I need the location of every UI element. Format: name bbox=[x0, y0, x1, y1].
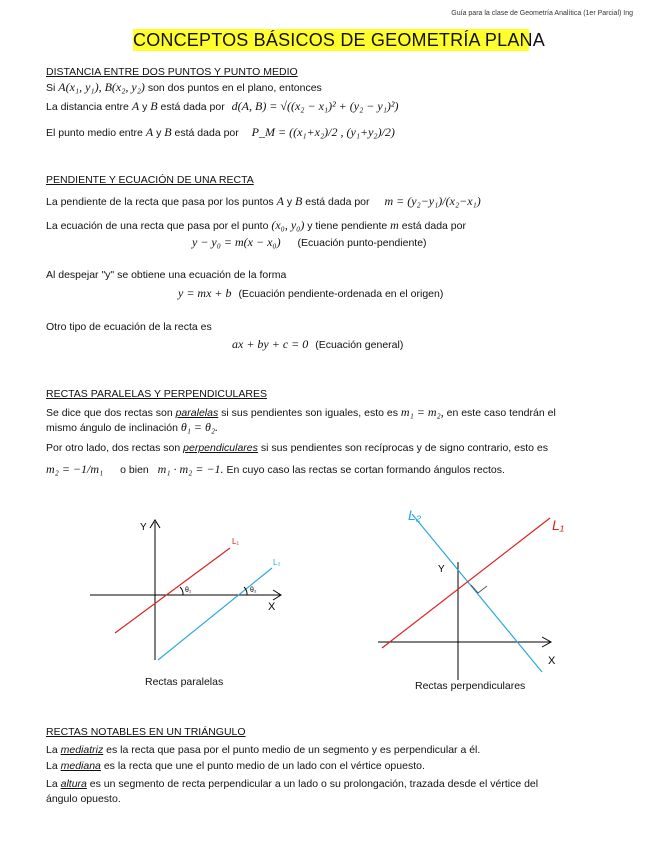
s2-line4: Otro tipo de ecuación de la recta es bbox=[46, 321, 212, 333]
s1-line2: La distancia entre A y B está dada por d(A, B) = √((x₂ − x₁)² + (y₂ − y₁)²) bbox=[46, 99, 399, 113]
section-parallel-heading: RECTAS PARALELAS Y PERPENDICULARES bbox=[46, 388, 267, 400]
x-axis-label: X bbox=[268, 601, 276, 613]
line-l1-label: L₁ bbox=[552, 517, 565, 533]
section-distance-heading: DISTANCIA ENTRE DOS PUNTOS Y PUNTO MEDIO bbox=[46, 66, 298, 78]
point-slope-equation: y − y₀ = m(x − x₀) (Ecuación punto-pendiente) bbox=[192, 235, 427, 249]
slope-intercept-equation: y = mx + b (Ecuación pendiente-ordenada en el origen) bbox=[178, 286, 444, 300]
s4-mediatriz: La mediatriz es la recta que pasa por el punto medio de un segmento y es perpendicular a él. bbox=[46, 744, 481, 756]
s3-line3: Por otro lado, dos rectas son perpendiculares si sus pendientes son recíprocas y de signo contrario, esto es bbox=[46, 442, 548, 454]
s2-line1: La pendiente de la recta que pasa por los puntos A y B está dada por m = (y₂−y₁)/(x₂−x₁) bbox=[46, 194, 481, 208]
s3-line4: m₂ = −1/m₁ o bien m₁ · m₂ = −1. En cuyo caso las rectas se cortan formando ángulos rectos. bbox=[46, 462, 505, 476]
theta1-arc bbox=[180, 587, 183, 595]
line-l2 bbox=[158, 568, 272, 660]
s4-altura: La altura es un segmento de recta perpendicular a un lado o su prolongación, trazada desde el vértice del bbox=[46, 778, 539, 790]
theta1-label: θ₁ bbox=[185, 587, 192, 594]
line-l2 bbox=[412, 514, 542, 672]
distance-formula: d(A, B) = √((x₂ − x₁)² + (y₂ − y₁)²) bbox=[231, 99, 399, 113]
parallel-lines-figure bbox=[80, 510, 310, 700]
section-triangle-heading: RECTAS NOTABLES EN UN TRIÁNGULO bbox=[46, 726, 246, 738]
parallel-caption: Rectas paralelas bbox=[145, 676, 224, 688]
s2-line3: Al despejar "y" se obtiene una ecuación de la forma bbox=[46, 269, 287, 281]
midpoint-formula: P_M = ((x₁+x₂)/2 , (y₁+y₂)/2) bbox=[251, 125, 395, 139]
line-l2-label: L₂ bbox=[408, 507, 422, 523]
s3-line1: Se dice que dos rectas son paralelas si sus pendientes son iguales, esto es m₁ = m₂, en este caso tendrán el bbox=[46, 405, 556, 419]
y-axis-label: Y bbox=[140, 522, 147, 533]
s2-line2: La ecuación de una recta que pasa por el punto (x₀, y₀) y tiene pendiente m está dada por bbox=[46, 218, 466, 232]
theta2-label: θ₂ bbox=[250, 587, 257, 594]
line-l1 bbox=[382, 518, 550, 648]
general-equation: ax + by + c = 0 (Ecuación general) bbox=[232, 337, 404, 351]
section-slope-heading: PENDIENTE Y ECUACIÓN DE UNA RECTA bbox=[46, 174, 254, 186]
guide-header: Guía para la clase de Geometría Analítica (1er Parcial) Ing bbox=[451, 10, 633, 17]
line-l2-label: L₂ bbox=[273, 558, 281, 567]
line-l1 bbox=[115, 548, 230, 633]
y-axis-label: Y bbox=[438, 564, 445, 575]
page-title: CONCEPTOS BÁSICOS DE GEOMETRÍA PLANA bbox=[133, 30, 545, 50]
line-l1-label: L₁ bbox=[232, 537, 240, 546]
s1-line3: El punto medio entre A y B está dada por P_M = ((x₁+x₂)/2 , (y₁+y₂)/2) bbox=[46, 125, 395, 139]
x-axis-label: X bbox=[548, 655, 556, 667]
s4-mediana: La mediana es la recta que une el punto medio de un lado con el vértice opuesto. bbox=[46, 760, 425, 772]
s4-altura-cont: ángulo opuesto. bbox=[46, 793, 121, 805]
perpendicular-caption: Rectas perpendiculares bbox=[415, 680, 526, 692]
s3-line2: mismo ángulo de inclinación θ₁ = θ₂. bbox=[46, 420, 219, 434]
s1-line1: Si A(x₁, y₁), B(x₂, y₂) son dos puntos en el plano, entonces bbox=[46, 80, 322, 94]
perpendicular-lines-figure bbox=[360, 500, 600, 690]
slope-formula: m = (y₂−y₁)/(x₂−x₁) bbox=[384, 194, 481, 208]
